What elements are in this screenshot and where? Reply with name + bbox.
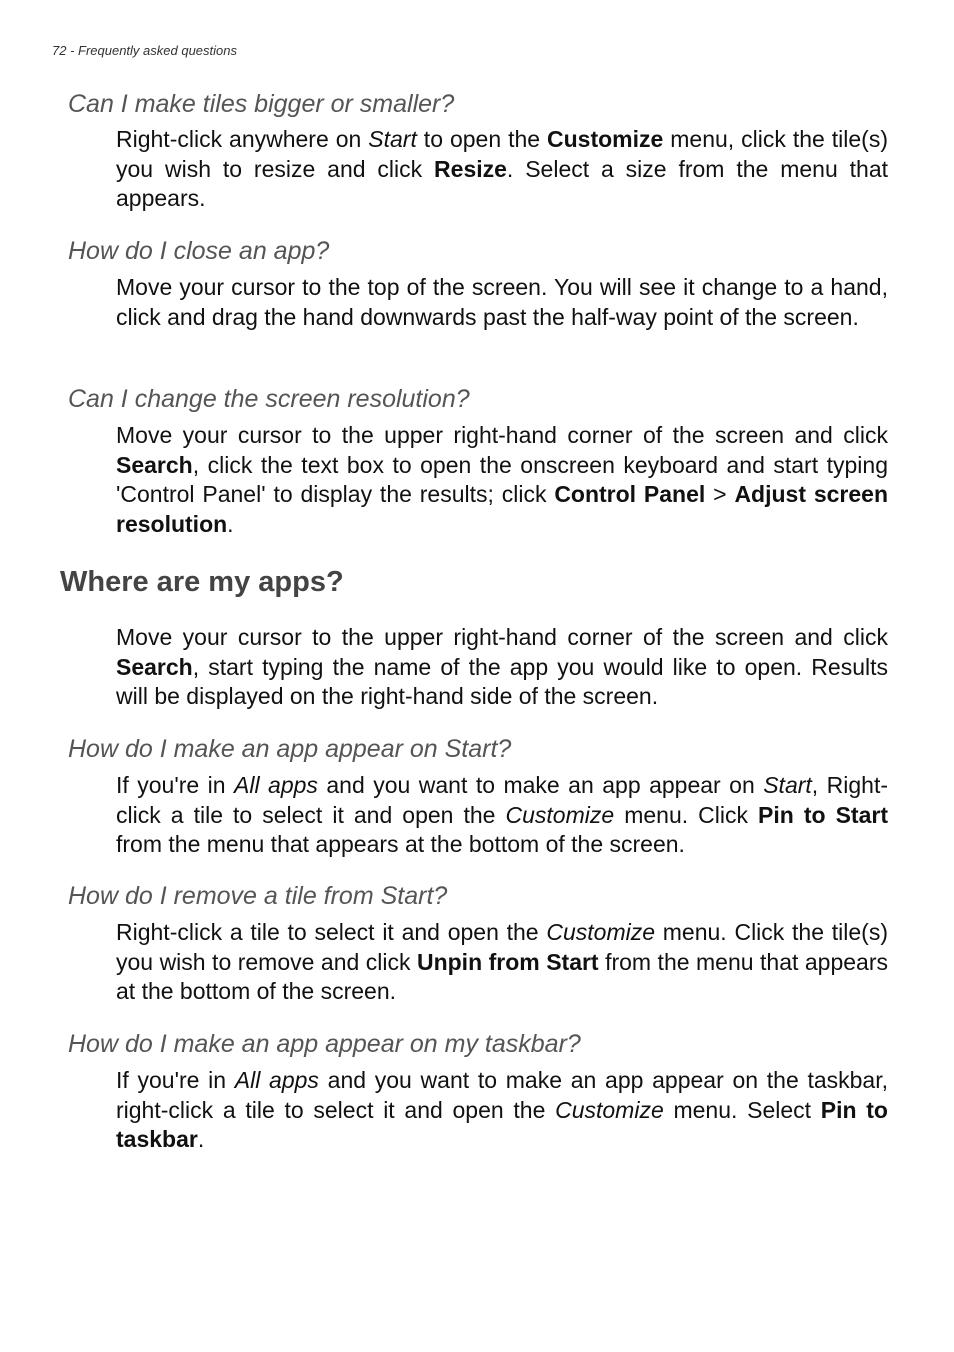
answer-app-on-start: If you're in All apps and you want to make an app appear on Start, Right-click a tile to select it and open the Customize menu. Click Pin to Start from the menu that appears at the bottom of the screen.: [116, 772, 889, 857]
section-heading: Where are my apps?: [60, 566, 344, 598]
question-remove-tile: How do I remove a tile from Start?: [68, 882, 448, 910]
question-screen-resolution: Can I change the screen resolution?: [68, 385, 470, 413]
running-header: 72 - Frequently asked questions: [52, 43, 237, 58]
question-tile-size: Can I make tiles bigger or smaller?: [68, 90, 455, 118]
section-paragraph: Move your cursor to the upper right-hand corner of the screen and click Search, start typing the name of the app you would like to open. Results will be displayed on the right-hand side of the screen.: [116, 624, 888, 709]
question-app-on-taskbar: How do I make an app appear on my taskbar?: [68, 1030, 581, 1058]
question-close-app: How do I close an app?: [68, 237, 330, 265]
answer-remove-tile: Right-click a tile to select it and open the Customize menu. Click the tile(s) you wish to remove and click Unpin from Start from the menu that appears at the bottom of the screen.: [116, 919, 888, 1004]
answer-screen-resolution: Move your cursor to the upper right-hand corner of the screen and click Search, click the text box to open the onscreen keyboard and start typing 'Control Panel' to display the results; click Control Panel > Adjust screen resolution.: [116, 422, 889, 537]
answer-close-app: Move your cursor to the top of the screen. You will see it change to a hand, click and drag the hand downwards past the half-way point of the screen.: [116, 274, 888, 330]
question-app-on-start: How do I make an app appear on Start?: [68, 735, 512, 763]
answer-tile-size: Right-click anywhere on Start to open the Customize menu, click the tile(s) you wish to resize and click Resize. Select a size from the menu that appears.: [116, 126, 888, 211]
answer-app-on-taskbar: If you're in All apps and you want to make an app appear on the taskbar, right-click a tile to select it and open the Customize menu. Select Pin to taskbar.: [116, 1067, 889, 1152]
